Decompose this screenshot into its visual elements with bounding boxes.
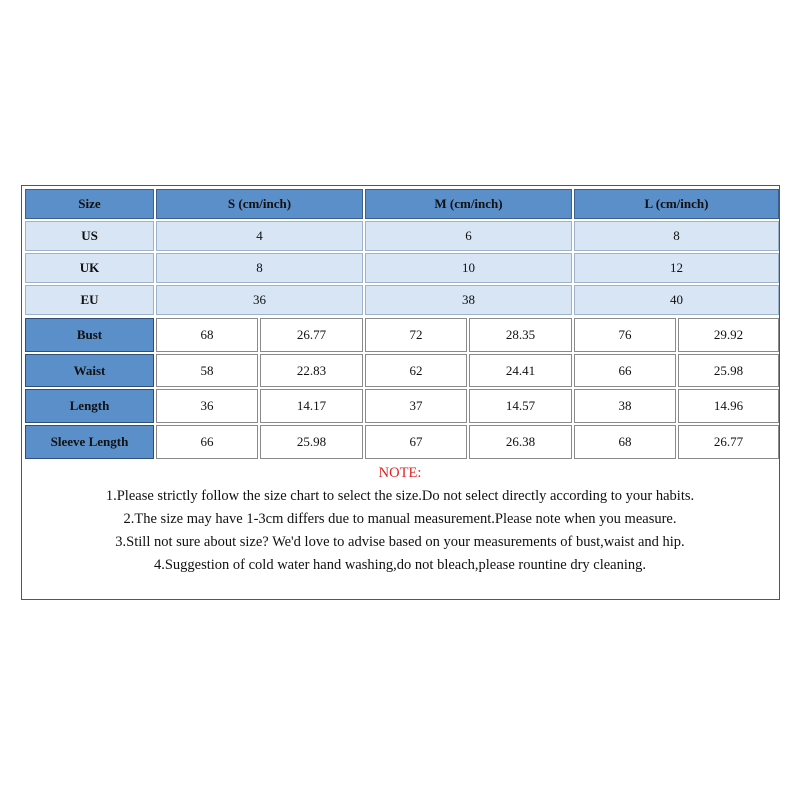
measure-cm: 37 (365, 389, 467, 423)
measure-cm: 72 (365, 318, 467, 352)
measure-cm: 67 (365, 425, 467, 459)
header-size-m: M (cm/inch) (365, 189, 572, 219)
measure-cm: 38 (574, 389, 676, 423)
notes-title: NOTE: (378, 465, 422, 481)
row-label-us: US (25, 221, 154, 251)
row-label-waist: Waist (25, 354, 154, 387)
measure-inch: 14.17 (260, 389, 363, 423)
measure-cm: 66 (574, 354, 676, 387)
measure-cm: 36 (156, 389, 258, 423)
size-value: 8 (156, 253, 363, 283)
notes-section (22, 462, 778, 577)
measure-inch: 26.77 (260, 318, 363, 352)
size-value: 36 (156, 285, 363, 315)
note-line-3: 3.Still not sure about size? We'd love to advise based on your measurements of bust,waist and hip. (115, 534, 685, 550)
header-size-s: S (cm/inch) (156, 189, 363, 219)
note-line-1: 1.Please strictly follow the size chart to select the size.Do not select directly according to your habits. (105, 488, 695, 504)
measure-inch: 26.38 (469, 425, 572, 459)
size-value: 6 (365, 221, 572, 251)
note-line-4: 4.Suggestion of cold water hand washing,do not bleach,please rountine dry cleaning. (153, 557, 647, 573)
measure-inch: 14.57 (469, 389, 572, 423)
header-size: Size (25, 189, 154, 219)
measure-inch: 28.35 (469, 318, 572, 352)
header-size-l: L (cm/inch) (574, 189, 779, 219)
row-label-bust: Bust (25, 318, 154, 352)
size-chart (21, 185, 780, 600)
row-label-length: Length (25, 389, 154, 423)
measure-cm: 68 (156, 318, 258, 352)
size-value: 4 (156, 221, 363, 251)
row-label-sleeve-length: Sleeve Length (25, 425, 154, 459)
measure-cm: 68 (574, 425, 676, 459)
measure-inch: 24.41 (469, 354, 572, 387)
row-label-eu: EU (25, 285, 154, 315)
size-value: 40 (574, 285, 779, 315)
measure-inch: 25.98 (260, 425, 363, 459)
size-value: 10 (365, 253, 572, 283)
measure-inch: 14.96 (678, 389, 779, 423)
size-value: 8 (574, 221, 779, 251)
size-value: 12 (574, 253, 779, 283)
measure-cm: 58 (156, 354, 258, 387)
measure-cm: 66 (156, 425, 258, 459)
measure-inch: 29.92 (678, 318, 779, 352)
note-line-2: 2.The size may have 1-3cm differs due to manual measurement.Please note when you measure. (123, 511, 677, 527)
measure-cm: 76 (574, 318, 676, 352)
measure-cm: 62 (365, 354, 467, 387)
row-label-uk: UK (25, 253, 154, 283)
size-value: 38 (365, 285, 572, 315)
measure-inch: 25.98 (678, 354, 779, 387)
measure-inch: 22.83 (260, 354, 363, 387)
measure-inch: 26.77 (678, 425, 779, 459)
